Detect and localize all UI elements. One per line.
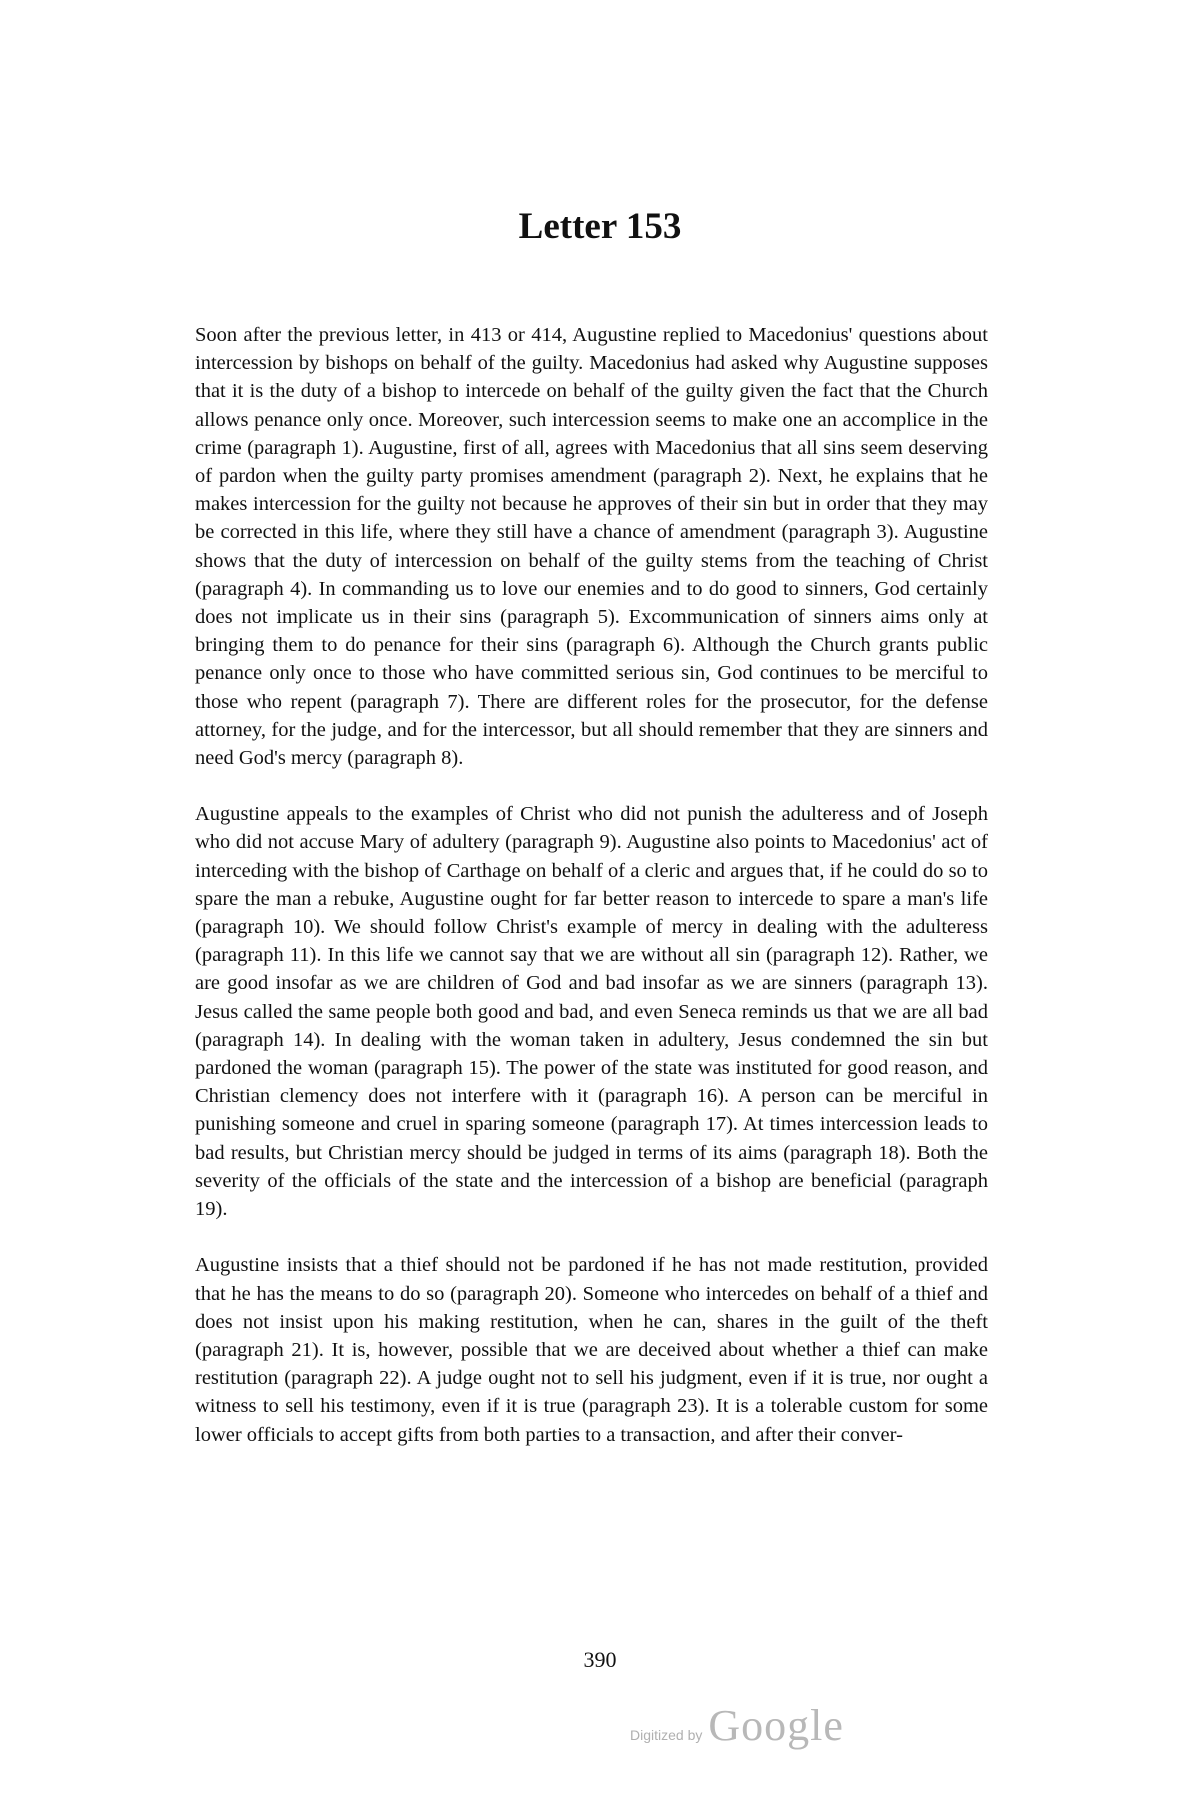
page-number: 390	[583, 1647, 617, 1672]
page-title: Letter 153	[518, 206, 682, 247]
paragraph-1: Soon after the previous letter, in 413 or 414, Augustine replied to Macedonius' questions about intercession by bishops on behalf of the guilty. Macedonius had asked why Augustine supposes that it is the duty of a bishop to intercede on behalf of the guilty given the fact that the Church allows penance only once. Moreover, such intercession seems to make one an accomplice in the crime (paragraph 1). Augustine, first of all, agrees with Macedonius that all sins seem deserving of pardon when the guilty party promises amendment (paragraph 2). Next, he explains that he makes intercession for the guilty not because he approves of their sin but in order that they may be corrected in this life, where they still have a chance of amendment (paragraph 3). Augustine shows that the duty of intercession on behalf of the guilty stems from the teaching of Christ (paragraph 4). In commanding us to love our enemies and to do good to sinners, God certainly does not implicate us in their sins (paragraph 5). Excommunication of sinners aims only at bringing them to do penance for their sins (paragraph 6). Although the Church grants public penance only once to those who have committed serious sin, God continues to be merciful to those who repent (paragraph 7). There are different roles for the prosecutor, for the defense attorney, for the judge, and for the intercessor, but all should remember that they are sinners and need God's mercy (paragraph 8).	[195, 324, 988, 770]
google-logo: Google	[708, 1701, 844, 1750]
body-text	[195, 321, 988, 1477]
paragraph-2: Augustine appeals to the examples of Christ who did not punish the adulteress and of Joseph who did not accuse Mary of adultery (paragraph 9). Augustine also points to Macedonius' act of interceding with the bishop of Carthage on behalf of a cleric and argues that, if he could do so to spare the man a rebuke, Augustine ought for far better reason to intercede to spare a man's life (paragraph 10). We should follow Christ's example of mercy in dealing with the adulteress (paragraph 11). In this life we cannot say that we are without all sin (paragraph 12). Rather, we are good insofar as we are children of God and bad insofar as we are sinners (paragraph 13). Jesus called the same people both good and bad, and even Seneca reminds us that we are all bad (paragraph 14). In dealing with the woman taken in adultery, Jesus condemned the sin but pardoned the woman (paragraph 15). The power of the state was instituted for good reason, and Christian clemency does not interfere with it (paragraph 16). A person can be merciful in punishing someone and cruel in sparing someone (paragraph 17). At times intercession leads to bad results, but Christian mercy should be judged in terms of its aims (paragraph 18). Both the severity of the officials of the state and the intercession of a bishop are beneficial (paragraph 19).	[195, 803, 988, 1221]
google-watermark	[630, 1700, 844, 1751]
paragraph-3: Augustine insists that a thief should not be pardoned if he has not made restitution, provided that he has the means to do so (paragraph 20). Someone who intercedes on behalf of a thief and does not insist upon his making restitution, when he can, shares in the guilt of the theft (paragraph 21). It is, however, possible that we are deceived about whether a thief can make restitution (paragraph 22). A judge ought not to sell his judgment, even if it is true, nor ought a witness to sell his testimony, even if it is true (paragraph 23). It is a tolerable custom for some lower officials to accept gifts from both parties to a transaction, and after their conver-	[195, 1254, 988, 1446]
watermark-prefix: Digitized by	[630, 1727, 703, 1743]
